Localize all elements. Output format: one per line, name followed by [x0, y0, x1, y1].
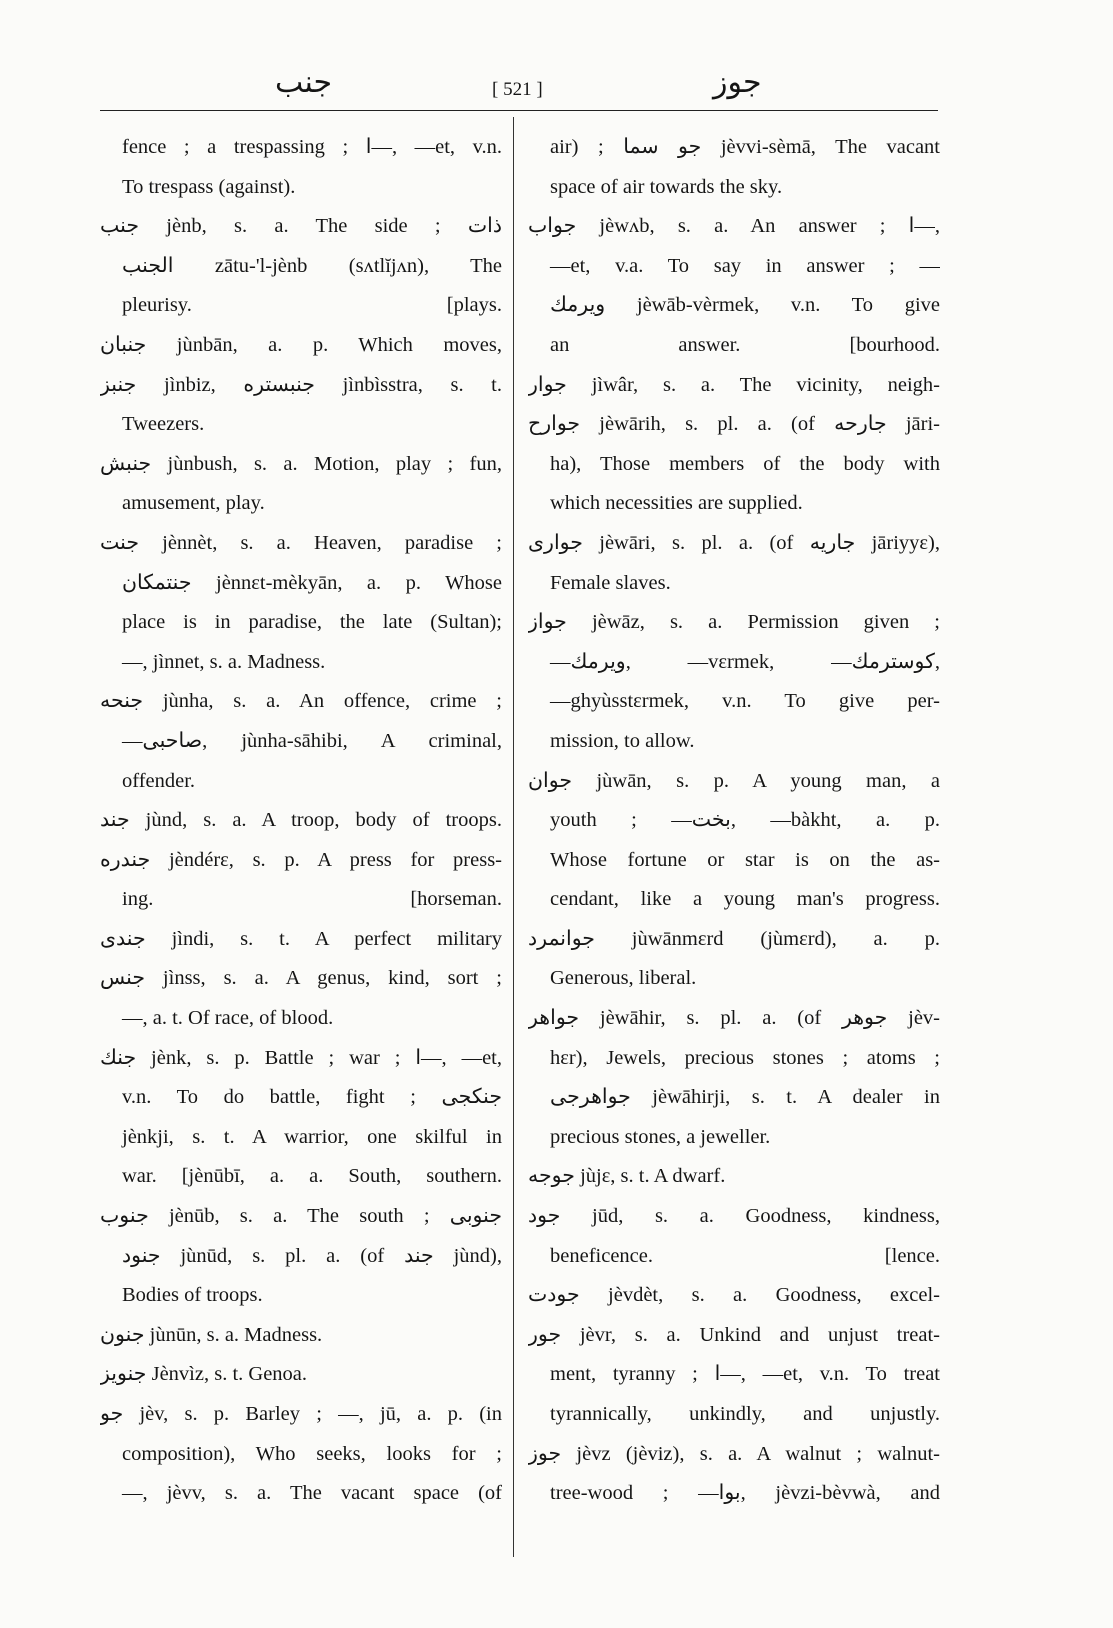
- entry-line: Female slaves.: [550, 571, 671, 594]
- entry-line: ment, tyranny ; ا—, —et, v.n. To treat: [550, 1363, 940, 1386]
- running-head-left: جنب: [275, 65, 333, 100]
- entry-line: —, a. t. Of race, of blood.: [122, 1007, 334, 1030]
- entry-line: pleurisy. [plays.: [122, 294, 502, 317]
- entry-line: جند jùnd, s. a. A troop, body of troops.: [100, 809, 502, 832]
- entry-line: جوجه jùjɛ, s. t. A dwarf.: [528, 1165, 726, 1188]
- entry-line: space of air towards the sky.: [550, 175, 783, 198]
- entry-line: جنب jènb, s. a. The side ; ذات: [100, 215, 502, 238]
- entry-line: mission, to allow.: [550, 729, 695, 752]
- entry-line: war. [jènūbī, a. a. South, southern.: [122, 1165, 502, 1188]
- entry-line: جوز jèvz (jèviz), s. a. A walnut ; walnut-: [528, 1442, 940, 1465]
- entry-line: جندی jìndi, s. t. A perfect military: [100, 927, 502, 950]
- entry-line: precious stones, a jeweller.: [550, 1125, 771, 1148]
- entry-line: —صاحبی, jùnha-sāhibi, A criminal,: [122, 729, 502, 752]
- entry-line: جندره jèndérɛ, s. p. A press for press-: [100, 848, 502, 871]
- entry-line: Generous, liberal.: [550, 967, 697, 990]
- running-head-right: جوز: [713, 65, 762, 100]
- entry-line: jènkji, s. t. A warrior, one skilful in: [122, 1125, 502, 1148]
- column-divider: [513, 117, 514, 1557]
- entry-line: جوار jìwâr, s. a. The vicinity, neigh-: [528, 373, 940, 396]
- entry-line: cendant, like a young man's progress.: [550, 888, 940, 911]
- entry-line: جود jūd, s. a. Goodness, kindness,: [528, 1205, 940, 1228]
- entry-line: an answer. [bourhood.: [550, 333, 940, 356]
- entry-line: جواهرجی jèwāhirji, s. t. A dealer in: [550, 1086, 940, 1109]
- entry-line: جنحه jùnha, s. a. An offence, crime ;: [100, 690, 502, 713]
- entry-line: air) ; جو سما jèvvi-sèmā, The vacant: [550, 136, 940, 158]
- entry-line: To trespass (against).: [122, 175, 296, 198]
- entry-line: ing. [horseman.: [122, 888, 502, 911]
- entry-line: amusement, play.: [122, 492, 265, 515]
- entry-line: جنبز jìnbiz, جنبستره jìnbìsstra, s. t.: [100, 373, 502, 396]
- entry-line: composition), Who seeks, looks for ;: [122, 1442, 502, 1465]
- page-number: [ 521 ]: [492, 79, 543, 100]
- entry-line: tyrannically, unkindly, and unjustly.: [550, 1403, 940, 1425]
- entry-line: جوارح jèwārih, s. pl. a. (of جارحه jāri-: [528, 413, 940, 436]
- entry-line: جودت jèvdèt, s. a. Goodness, excel-: [528, 1284, 940, 1307]
- entry-line: which necessities are supplied.: [550, 492, 803, 515]
- entry-line: جنویز Jènvìz, s. t. Genoa.: [100, 1363, 308, 1386]
- entry-line: جنود jùnūd, s. pl. a. (of جند jùnd),: [122, 1244, 502, 1267]
- entry-line: جواب jèwʌb, s. a. An answer ; ا—,: [528, 215, 940, 238]
- entry-line: جنوب jènūb, s. a. The south ; جنوبی: [100, 1205, 502, 1228]
- entry-line: جو jèv, s. p. Barley ; —, jū, a. p. (in: [100, 1403, 502, 1425]
- entry-line: جنبش jùnbush, s. a. Motion, play ; fun,: [100, 452, 502, 475]
- entry-line: —ghyùsstɛrmek, v.n. To give per-: [550, 690, 940, 713]
- entry-line: —ویرمك, —vɛrmek, —كوسترمك,: [550, 650, 940, 673]
- entry-line: جنت jènnèt, s. a. Heaven, paradise ;: [100, 531, 502, 554]
- right-column: [528, 128, 940, 1514]
- entry-line: —, jìnnet, s. a. Madness.: [122, 650, 326, 673]
- entry-line: hɛr), Jewels, precious stones ; atoms ;: [550, 1046, 940, 1069]
- entry-line: Tweezers.: [122, 413, 205, 436]
- header-rule: [100, 110, 938, 111]
- entry-line: جواهر jèwāhir, s. pl. a. (of جوهر jèv-: [528, 1007, 940, 1030]
- entry-line: جنس jìnss, s. a. A genus, kind, sort ;: [100, 967, 502, 990]
- entry-line: ویرمك jèwāb-vèrmek, v.n. To give: [550, 294, 940, 317]
- entry-line: جوانمرد jùwānmɛrd (jùmɛrd), a. p.: [528, 927, 940, 950]
- entry-line: Whose fortune or star is on the as-: [550, 848, 940, 871]
- entry-line: ha), Those members of the body with: [550, 452, 940, 475]
- entry-line: جنون jùnūn, s. a. Madness.: [100, 1323, 323, 1346]
- entry-line: جنتمكان jènnɛt-mèkyān, a. p. Whose: [122, 571, 502, 594]
- entry-line: tree-wood ; —بوا, jèvzi-bèvwà, and: [550, 1482, 940, 1505]
- entry-line: جوان jùwān, s. p. A young man, a: [528, 769, 940, 792]
- entry-line: youth ; —بخت, —bàkht, a. p.: [550, 809, 940, 832]
- left-column: [100, 128, 502, 1514]
- entry-line: —, jèvv, s. a. The vacant space (of: [122, 1482, 502, 1505]
- entry-line: beneficence. [lence.: [550, 1244, 940, 1267]
- entry-line: fence ; a trespassing ; ا—, —et, v.n.: [122, 136, 502, 158]
- entry-line: Bodies of troops.: [122, 1284, 263, 1307]
- entry-line: جواز jèwāz, s. a. Permission given ;: [528, 611, 940, 634]
- entry-line: —et, v.a. To say in answer ; —: [550, 254, 940, 277]
- entry-line: offender.: [122, 769, 196, 792]
- entry-line: جواری jèwāri, s. pl. a. (of جاریه jāriyyɛ),: [528, 531, 940, 554]
- entry-line: جور jèvr, s. a. Unkind and unjust treat-: [528, 1323, 940, 1346]
- entry-line: الجنب zātu-'l-jènb (sʌtlĭjʌn), The: [122, 254, 502, 277]
- entry-line: جنك jènk, s. p. Battle ; war ; ا—, —et,: [100, 1046, 502, 1069]
- entry-line: place is in paradise, the late (Sultan);: [122, 611, 502, 634]
- entry-line: v.n. To do battle, fight ; جنكجی: [122, 1086, 502, 1109]
- entry-line: جنبان jùnbān, a. p. Which moves,: [100, 333, 502, 356]
